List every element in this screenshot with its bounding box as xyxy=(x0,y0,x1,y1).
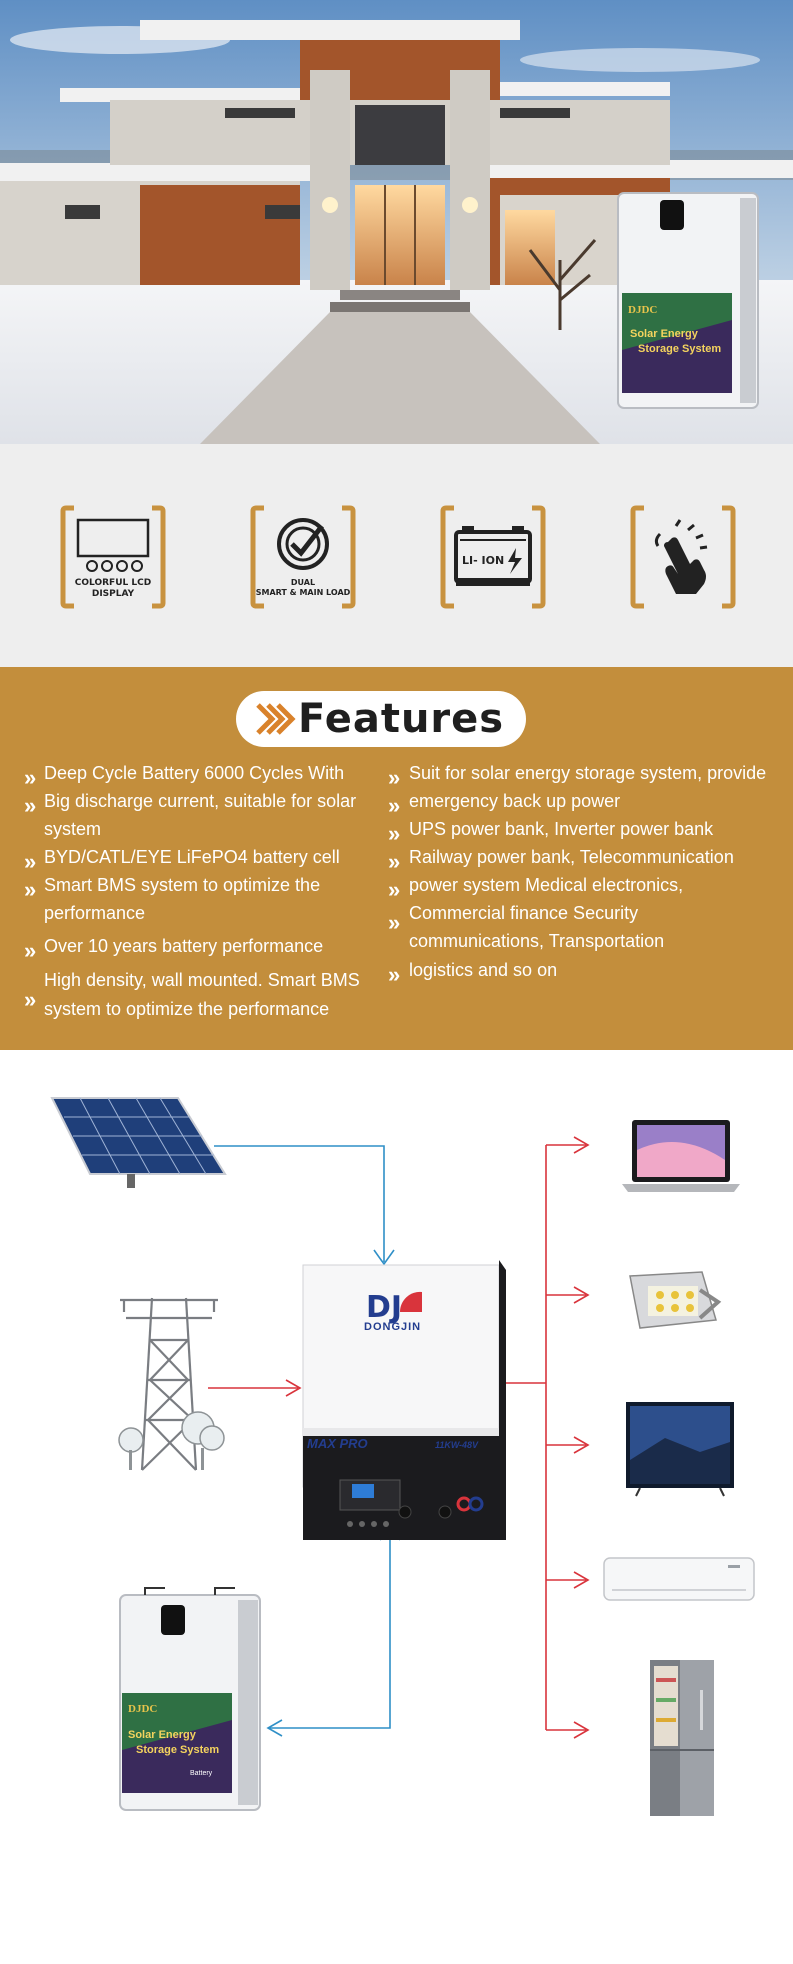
house-photo xyxy=(0,0,793,444)
bullet-icon: » xyxy=(24,938,37,963)
bullet-icon: » xyxy=(388,962,401,987)
feature-left-6a: High density, wall mounted. Smart BMS xyxy=(44,970,360,990)
inverter-brand: DONGJIN xyxy=(364,1321,422,1333)
storage-battery xyxy=(120,1588,260,1810)
hero-battery-line2: Storage System xyxy=(638,343,722,355)
hero-battery-line1: Solar Energy xyxy=(630,328,698,340)
feature-icon-band xyxy=(0,444,793,667)
feature-right-4b: communications, Transportation xyxy=(409,931,665,951)
feature-left-5: Over 10 years battery performance xyxy=(44,936,324,956)
battery-line1: Solar Energy xyxy=(128,1729,196,1741)
bullet-icon: » xyxy=(24,765,37,790)
feature-right-1b: emergency back up power xyxy=(409,791,621,811)
flood-light-icon xyxy=(630,1272,718,1328)
feature-left-4b: performance xyxy=(44,903,146,923)
bullet-icon: » xyxy=(388,910,401,935)
features-title: Features xyxy=(298,696,505,742)
features-title-pill xyxy=(236,691,526,747)
bullet-icon: » xyxy=(388,765,401,790)
feature-right-4a: Commercial finance Security xyxy=(409,903,639,923)
feature-left-1: Deep Cycle Battery 6000 Cycles With xyxy=(44,763,345,783)
feature-left-4a: Smart BMS system to optimize the xyxy=(44,875,321,895)
bullet-icon: » xyxy=(388,877,401,902)
bullet-icon: » xyxy=(24,793,37,818)
air-conditioner-icon xyxy=(604,1558,754,1600)
inverter-rating: 11KW-48V xyxy=(435,1440,479,1450)
hero-battery-brand: DJDC xyxy=(628,304,658,316)
bullet-icon: » xyxy=(24,987,37,1012)
feature-left-2b: system xyxy=(44,819,102,839)
feature-left-6b: system to optimize the performance xyxy=(44,999,330,1019)
dual-check-icon xyxy=(250,504,356,610)
touch-hand-icon xyxy=(630,504,736,610)
bullet-icon: » xyxy=(388,793,401,818)
hero-battery xyxy=(618,193,758,408)
bullet-icon: » xyxy=(388,849,401,874)
bullet-icon: » xyxy=(24,877,37,902)
feature-right-2: UPS power bank, Inverter power bank xyxy=(409,819,714,839)
dual-caption-2: SMART & MAIN LOAD xyxy=(255,588,351,597)
solar-line xyxy=(214,1146,384,1262)
battery-line xyxy=(268,1528,390,1728)
battery-brand: DJDC xyxy=(128,1703,158,1715)
hero-image xyxy=(0,0,793,444)
feature-right-3a: Railway power bank, Telecommunication xyxy=(409,847,734,867)
li-ion-battery-icon xyxy=(440,504,546,610)
chevrons-icon xyxy=(254,697,298,741)
li-ion-text: LI- ION xyxy=(462,554,505,567)
battery-line3: Battery xyxy=(190,1770,213,1777)
feature-right-1a: Suit for solar energy storage system, provide xyxy=(409,763,767,783)
inverter-logo: DJ xyxy=(366,1290,403,1325)
battery-line2: Storage System xyxy=(136,1744,220,1756)
inverter-unit xyxy=(303,1260,506,1540)
feature-right-3b: power system Medical electronics, xyxy=(409,875,684,895)
feature-left-2a: Big discharge current, suitable for solar xyxy=(44,791,357,811)
refrigerator-icon xyxy=(650,1660,714,1816)
feature-left-3: BYD/CATL/EYE LiFePO4 battery cell xyxy=(44,847,340,867)
inverter-model: MAX PRO xyxy=(307,1436,368,1451)
bullet-icon: » xyxy=(24,849,37,874)
system-diagram xyxy=(0,1050,793,1960)
bullet-icon: » xyxy=(388,821,401,846)
features-section xyxy=(0,667,793,1050)
feature-right-4c: logistics and so on xyxy=(409,960,558,980)
solar-panel-icon xyxy=(52,1098,225,1188)
television-icon xyxy=(626,1402,734,1496)
laptop-icon xyxy=(622,1120,740,1192)
dual-caption-1: DUAL xyxy=(290,578,316,587)
lcd-display-icon xyxy=(60,504,166,610)
lcd-caption-1: COLORFUL LCD xyxy=(74,578,152,588)
lcd-caption-2: DISPLAY xyxy=(91,589,135,599)
